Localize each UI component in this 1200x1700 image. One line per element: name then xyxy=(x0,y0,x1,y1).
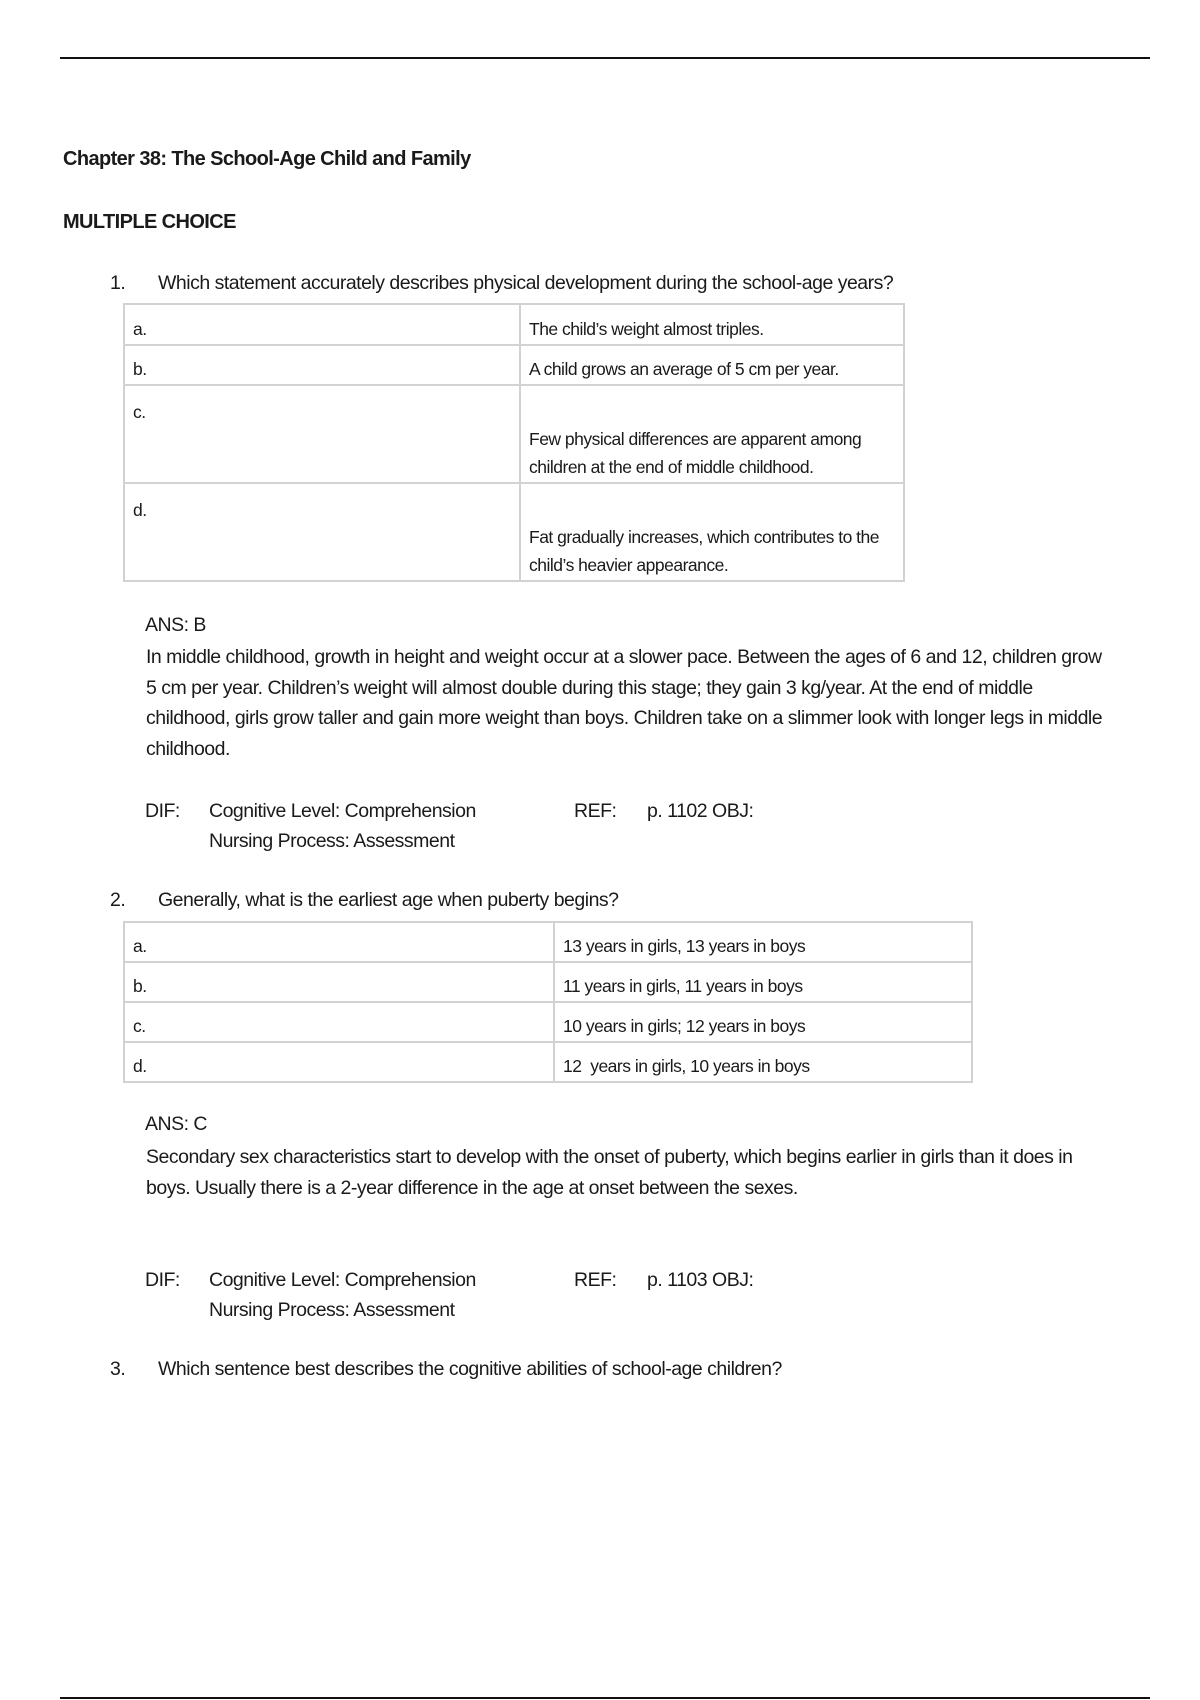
option-letter: a. xyxy=(124,304,520,345)
rationale: Secondary sex characteristics start to develop with the onset of puberty, which begins earlier in girls than it does in boys. Usually there is a 2-year difference in the age at onset between the sexes. xyxy=(146,1146,1073,1199)
dif-label: DIF: xyxy=(145,1269,180,1291)
ref-label: REF: xyxy=(574,1269,617,1291)
option-letter: d. xyxy=(124,483,520,581)
option-row xyxy=(124,1042,972,1082)
option-text: Fat gradually increases, which contributes to the child’s heavier appearance. xyxy=(520,483,904,581)
question-number: 3. xyxy=(110,1358,126,1380)
question-1 xyxy=(110,272,893,295)
option-row xyxy=(124,304,904,345)
footer-rule xyxy=(60,1697,1150,1699)
option-row xyxy=(124,962,972,1002)
option-text: A child grows an average of 5 cm per year. xyxy=(520,345,904,385)
question-text: Which statement accurately describes physical development during the school-age years? xyxy=(158,272,894,294)
question-text: Which sentence best describes the cognitive abilities of school-age children? xyxy=(158,1358,782,1380)
option-letter: d. xyxy=(124,1042,554,1082)
option-letter: b. xyxy=(124,345,520,385)
ref-value: p. 1103 OBJ: xyxy=(647,1269,754,1291)
question-number: 1. xyxy=(110,272,126,294)
dif-value: Cognitive Level: Comprehension xyxy=(209,1269,476,1291)
option-text: 13 years in girls, 13 years in boys xyxy=(554,922,972,962)
option-letter: a. xyxy=(124,922,554,962)
option-row xyxy=(124,483,904,581)
option-letter: b. xyxy=(124,962,554,1002)
section-heading: MULTIPLE CHOICE xyxy=(63,211,236,233)
option-row xyxy=(124,922,972,962)
question-2-options xyxy=(123,921,973,1083)
dif-label: DIF: xyxy=(145,800,180,822)
option-text: The child’s weight almost triples. xyxy=(520,304,904,345)
header-rule xyxy=(60,57,1150,59)
question-1-options xyxy=(123,303,905,582)
option-text: 10 years in girls; 12 years in boys xyxy=(554,1002,972,1042)
rationale: In middle childhood, growth in height and weight occur at a slower pace. Between the ages of 6 and 12, children grow 5 cm per year. Children’s weight will almost double during this stage; they gain 3 kg/year. At the end of middle childhood, girls grow taller and gain more weight than boys. Children take on a slimmer look with longer legs in middle childhood. xyxy=(146,646,1103,760)
chapter-title: Chapter 38: The School-Age Child and Family xyxy=(63,148,471,170)
option-text: Few physical differences are apparent among children at the end of middle childhood. xyxy=(520,385,904,483)
nursing-process: Nursing Process: Assessment xyxy=(209,830,455,852)
option-text: 12 years in girls, 10 years in boys xyxy=(554,1042,972,1082)
option-letter: c. xyxy=(124,1002,554,1042)
question-text: Generally, what is the earliest age when puberty begins? xyxy=(158,889,619,911)
option-row xyxy=(124,385,904,483)
question-2 xyxy=(110,889,619,912)
question-number: 2. xyxy=(110,889,126,911)
option-row xyxy=(124,345,904,385)
answer: ANS: B xyxy=(145,614,206,636)
option-letter: c. xyxy=(124,385,520,483)
answer: ANS: C xyxy=(145,1113,208,1135)
dif-value: Cognitive Level: Comprehension xyxy=(209,800,476,822)
nursing-process: Nursing Process: Assessment xyxy=(209,1299,455,1321)
option-row xyxy=(124,1002,972,1042)
ref-label: REF: xyxy=(574,800,617,822)
question-3 xyxy=(110,1358,782,1381)
ref-value: p. 1102 OBJ: xyxy=(647,800,754,822)
option-text: 11 years in girls, 11 years in boys xyxy=(554,962,972,1002)
